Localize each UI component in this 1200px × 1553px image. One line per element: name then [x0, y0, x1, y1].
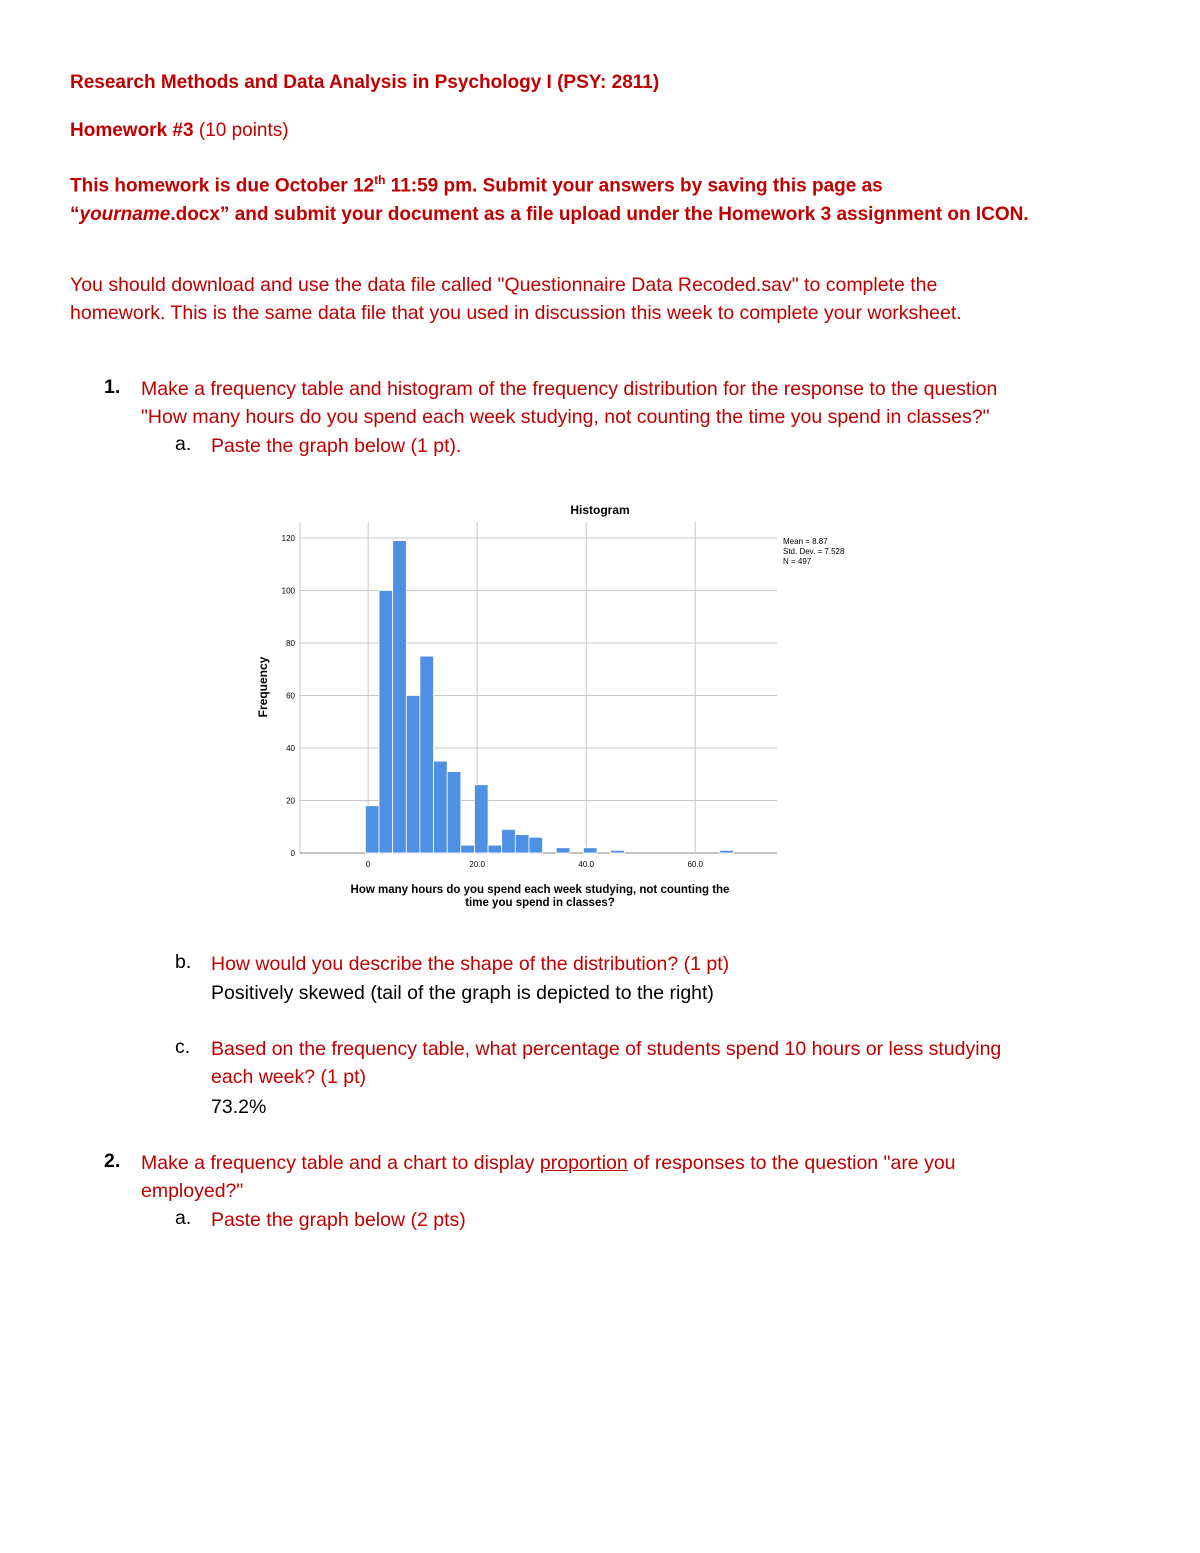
question-1b-letter: b.: [175, 951, 192, 973]
question-2-text-before: Make a frequency table and a chart to display: [141, 1152, 540, 1174]
due-text-1: This homework is due October 12: [70, 175, 375, 197]
chart-stat-n: N = 497: [783, 557, 812, 566]
question-1c-letter: c.: [175, 1036, 191, 1058]
chart-y-label: Frequency: [256, 656, 270, 718]
homework-label: Homework #3: [70, 120, 194, 141]
intro-line-2: homework. This is the same data file that you used in discussion this week to complete your worksheet.: [70, 302, 962, 324]
question-1-line-2: "How many hours do you spend each week studying, not counting the time you spend in classes?": [141, 406, 990, 428]
chart-title: Histogram: [570, 503, 630, 517]
histogram-bar: [583, 848, 597, 853]
chart-stat-mean: Mean = 8.87: [783, 537, 828, 546]
question-2a-letter: a.: [175, 1207, 192, 1229]
x-tick-label: 40.0: [578, 860, 594, 869]
histogram-bar: [447, 772, 461, 853]
histogram-bar: [502, 829, 516, 853]
due-text-2: 11:59 pm. Submit your answers by saving this page as: [385, 175, 883, 197]
chart-bars: [365, 541, 733, 853]
document-title: Research Methods and Data Analysis in Psychology I (PSY: 2811): [70, 72, 660, 93]
question-1a-letter: a.: [175, 433, 192, 455]
homework-heading: [70, 120, 289, 142]
chart-x-ticks: [366, 860, 704, 869]
y-tick-label: 60: [286, 691, 295, 701]
chart-y-ticks: [282, 534, 296, 858]
histogram-bar: [434, 761, 448, 853]
due-quote-open: “: [70, 204, 80, 226]
histogram-bar: [420, 656, 434, 853]
question-1-line-1: Make a frequency table and histogram of the frequency distribution for the response to the question: [141, 378, 998, 400]
y-tick-label: 80: [286, 639, 295, 648]
chart-x-label-line-1: How many hours do you spend each week studying, not counting the: [350, 884, 730, 896]
question-2-underlined-word: proportion: [539, 1152, 628, 1174]
question-1b-text: How would you describe the shape of the distribution? (1 pt): [211, 953, 730, 975]
chart-gridlines: [300, 522, 777, 853]
y-tick-label: 0: [290, 849, 295, 858]
question-1c-text: [211, 1035, 1131, 1091]
question-1-text: [141, 375, 1141, 431]
histogram-bar: [474, 785, 488, 853]
chart-stat-sd: Std. Dev. = 7.528: [783, 547, 845, 556]
histogram-bar: [529, 837, 543, 853]
question-2a-text: Paste the graph below (2 pts): [211, 1209, 466, 1231]
histogram-bar: [611, 850, 625, 853]
histogram-bar: [556, 848, 570, 853]
x-tick-label: 0: [365, 860, 371, 869]
due-sup: th: [374, 173, 386, 187]
question-1c-line-1: Based on the frequency table, what percentage of students spend 10 hours or less studying: [211, 1038, 1002, 1060]
question-2-line-2: employed?": [141, 1180, 244, 1202]
question-1-number: 1.: [104, 376, 121, 398]
x-tick-label: 20.0: [469, 860, 485, 869]
intro-line-1: You should download and use the data file called "Questionnaire Data Recoded.sav" to complete the: [70, 274, 938, 296]
question-2-text: [141, 1149, 1141, 1205]
y-tick-label: 100: [281, 586, 295, 596]
due-notice: [70, 166, 1130, 229]
intro-paragraph: [70, 271, 1130, 327]
question-2-line-1: [141, 1149, 1141, 1177]
y-tick-label: 20: [286, 796, 295, 806]
histogram-chart: [240, 495, 880, 915]
histogram-bar: [406, 696, 420, 854]
histogram-bar: [379, 591, 393, 854]
histogram-bar: [515, 835, 529, 853]
histogram-bar: [365, 806, 379, 853]
due-text-3: .docx” and submit your document as a file upload under the Homework 3 assignment on ICON.: [170, 204, 1029, 226]
due-italic-name: yourname: [79, 204, 171, 226]
question-1b-answer: Positively skewed (tail of the graph is depicted to the right): [211, 982, 714, 1004]
x-tick-label: 60.0: [687, 860, 704, 869]
homework-points: (10 points): [198, 120, 289, 141]
histogram-bar: [720, 850, 734, 853]
histogram-bar: [488, 845, 502, 853]
y-tick-label: 40: [286, 744, 295, 753]
question-2-number: 2.: [104, 1150, 121, 1172]
histogram-bar: [393, 541, 407, 853]
histogram-bar: [461, 845, 475, 853]
question-1a-text: Paste the graph below (1 pt).: [211, 435, 462, 457]
question-2-text-after: of responses to the question "are you: [627, 1152, 956, 1174]
y-tick-label: 120: [281, 534, 295, 543]
question-1c-answer: 73.2%: [211, 1096, 267, 1118]
chart-x-label-line-2: time you spend in classes?: [465, 897, 615, 909]
question-1c-line-2: each week? (1 pt): [211, 1066, 367, 1088]
